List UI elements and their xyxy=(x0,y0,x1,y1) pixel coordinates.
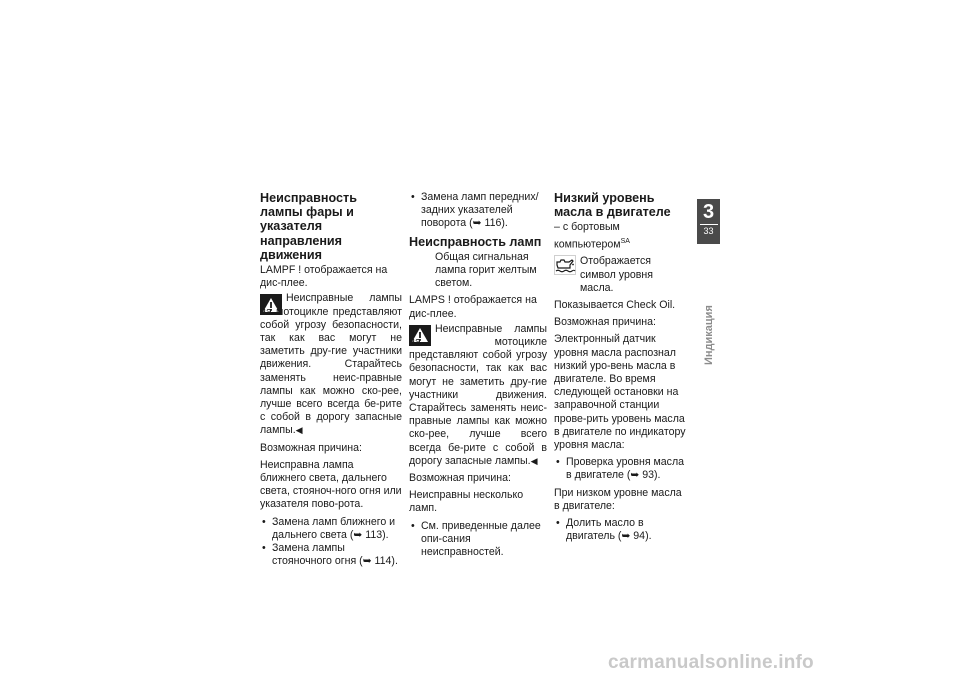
list-item: • Замена ламп ближнего и дальнего света (➥ 113). xyxy=(260,516,402,542)
oil-level-icon xyxy=(554,255,576,275)
cause-text: Неисправна лампа ближнего света, дальнего света, стояноч-ного огня или указателя пово-рота. xyxy=(260,458,402,511)
cause-label: Возможная причина: xyxy=(409,472,511,485)
column-3 xyxy=(554,191,686,547)
heading-headlight-fault: Неисправность лампы фары и указателя направления движения xyxy=(260,191,357,262)
list-item: • Проверка уровня масла в двигателе (➥ 93). xyxy=(554,456,686,482)
display-message: LAMPS ! отображается на дис-плее. xyxy=(409,294,537,320)
computer-line: – с бортовым компьютером xyxy=(554,221,621,251)
cause-label: Возможная причина: xyxy=(260,441,362,454)
cause-label: Возможная причина: xyxy=(554,316,656,329)
bullet-list xyxy=(409,191,547,231)
display-message: LAMPF ! отображается на дис-плее. xyxy=(260,264,388,290)
chapter-tab xyxy=(697,199,720,244)
page-number: 33 xyxy=(703,226,714,236)
column-2 xyxy=(409,191,547,563)
indicator-line xyxy=(409,251,547,291)
bullet-list xyxy=(554,456,686,482)
bullet-list xyxy=(554,517,686,543)
lamp-text: Общая сигнальная лампа горит желтым светом. xyxy=(435,250,537,290)
list-item: • См. приведенные далее опи-сания неисправностей. xyxy=(409,520,547,560)
sa-mark: SA xyxy=(620,237,630,245)
oil-symbol-line xyxy=(554,255,686,295)
end-mark-icon: ◀ xyxy=(295,425,303,436)
bullet-list xyxy=(260,516,402,569)
chapter-number: 3 xyxy=(702,201,715,223)
cause-text: Электронный датчик уровня масла распознал низкий уро-вень масла в двигателе. Во время следующей остановки на заправочной станции прове-рить уровень масла в двигателе по индикатору уровня масла: xyxy=(554,333,686,451)
section-side-label: Индикация xyxy=(703,305,715,365)
watermark: carmanualsonline.info xyxy=(608,652,814,673)
heading-low-oil: Низкий уровень масла в двигателе xyxy=(554,191,671,220)
column-1 xyxy=(260,191,402,572)
end-mark-icon: ◀ xyxy=(530,455,538,466)
heading-lamp-fault: Неисправность ламп xyxy=(409,234,542,249)
warning-text: Неисправные лампы на мотоцикле представляют собой угрозу безопасности, так как вас могут не заметить дру-гие участники движения. Старайтесь заменять неис-правные лампы как можно ско-рее, лучше всего всегда бе-рите с собой в дорогу запасные лампы. xyxy=(409,322,547,467)
low-level-text: При низком уровне масла в двигателе: xyxy=(554,486,682,512)
list-item: • Долить масло в двигатель (➥ 94). xyxy=(554,517,686,543)
cause-text: Неисправны несколько ламп. xyxy=(409,489,524,515)
list-item: • Замена лампы стояночного огня (➥ 114). xyxy=(260,542,402,568)
warning-text: Неисправные лампы на мотоцикле представляют собой угрозу безопасности, так как вас могут не заметить дру-гие участники движения. Старайтесь заменять неис-правные лампы как можно ско-рее, лучше всего всегда бе-рите с собой в дорогу запасные лампы. xyxy=(260,292,402,437)
check-oil-text: Показывается Check Oil. xyxy=(554,298,676,311)
bullet-list xyxy=(409,520,547,560)
symbol-text: Отображается символ уровня масла. xyxy=(580,255,653,294)
list-item: • Замена ламп передних/задних указателей поворота (➥ 116). xyxy=(409,191,547,231)
